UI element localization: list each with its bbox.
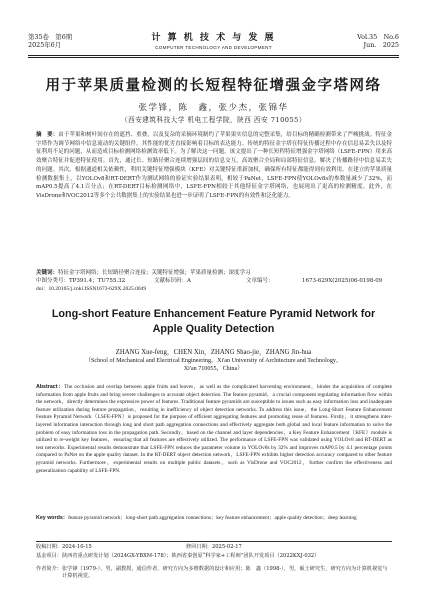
header-rule-thick	[28, 55, 399, 56]
doi: doi：10.20165/j.cnki.ISSN1673-629X.2025.0049	[36, 286, 147, 292]
issn-number: 1673-629X(2025)06-0198-09	[302, 278, 383, 284]
volume-en: Vol.35 No.6	[357, 33, 399, 41]
document-code: 文献标识码：A	[154, 278, 191, 284]
abstract-en-label: Abstract：	[36, 384, 65, 390]
volume-cn: 第35卷 第6期	[28, 33, 73, 41]
affiliation-en-line1: （School of Mechanical and Electrical Engineering，Xi'an University of Architecture and Technology，	[84, 358, 343, 364]
footnote-dates	[36, 544, 392, 551]
keywords-cn	[36, 270, 392, 278]
header-right	[357, 33, 399, 49]
date-cn: 2025年6月	[28, 41, 62, 49]
keywords-en-label: Key words：	[36, 515, 69, 521]
footnote-bio-continued: 计算机视觉。	[62, 573, 94, 580]
abstract-en-text: The occlusion and overlap between apple fruits and leaves，as well as the complicated harvesting environment，hinder the acquisition of complete information from apple fruits and bring severe challenges to accurate object detection. The feature pyramid，a crucial component regulating information flow within the network，directly determines the expressive power of features. Traditional feature pyramids are susceptible to issues such as easy information loss and inadequate feature utilization during feature propagation，resulting in inefficiency of object detection networks. To address this issue，the Long-Short Feature Enhancement Feature Pyramid Network（LSFE-FPN）is proposed for the purpose of efficient aggregating features and promoting reuse of features. Firstly，it strengthens inter-layered information interaction through long and short path aggregation connections and effectively aggregate both global and local feature information to solve the problem of easy information loss in the propagation path. Secondly，based on the channel and layer dependencies，a Key Feature Enhancement（KFE）module is utilized to re-weight key features，ensuring that all features are effectively utilized. The performance of LSFE-FPN was validated using YOLOv8 and RT-DERT as test networks. Experimental results demonstrate that LSFE-FPN reduces the parameter volume in YOLOv8s by 32% and improves mAP0.5 by 4.1 percentage points compared to PaNet on the apple quality dataset. In the RT-DERT object detection network，LSFE-FPN exhibits higher detection accuracy compared to other feature pyramid networks. Furthermore，experimental results on multiple public datasets，such as VisDrone and VOC2012，further confirm the effectiveness and generalization capability of LSFE-FPN.	[36, 384, 392, 474]
classification-line	[36, 278, 392, 286]
abstract-en	[36, 384, 392, 475]
keywords-en	[36, 515, 392, 523]
received-date: 收稿日期：2024-10-15	[36, 544, 92, 550]
paper-title-en-line2: Apple Quality Detection	[152, 323, 275, 335]
affiliation-en	[0, 357, 427, 374]
abstract-cn	[36, 131, 392, 201]
revised-date: 修回日期：2025-02-17	[186, 544, 242, 550]
clc-number: 中图分类号：TP391.4；TU755.32	[36, 278, 126, 284]
paper-title-en	[0, 307, 427, 337]
authors-cn: 张学锋，陈 鑫，张少杰，张锦华	[138, 103, 289, 113]
date-en: Jun. 2025	[363, 41, 399, 49]
footnote-rule	[36, 541, 392, 542]
footnote-fund: 基金项目：陕西省重点研发计划（2024GX-YBXM-178）；陕西省秦创原“科学家+工程师”团队开发项目（2022KXJ-032）	[36, 553, 320, 559]
paper-title-cn: 用于苹果质量检测的长短程特征增强金字塔网络	[45, 78, 382, 94]
article-number-label: 文章编号：	[246, 278, 274, 284]
journal-title-cn: 计 算 机 技 术 与 发 展	[151, 33, 276, 43]
footnote-bio	[36, 566, 392, 581]
keywords-en-text: feature pyramid network；long-short path aggregation connections；key feature enhancement；apple quality detection；deep learning	[68, 515, 357, 521]
journal-title-en: COMPUTER TECHNOLOGY AND DEVELOPMENT	[155, 45, 272, 50]
affiliation-en-line2: Xi'an 710055，China）	[183, 366, 244, 373]
keywords-cn-text: 特征金字塔网络；长短路径聚合连接；关键特征增强；苹果质量检测；深度学习	[58, 270, 251, 276]
authors-en: ZHANG Xue-feng，CHEN Xin，ZHANG Shao-jie，ZHANG Jin-hua	[115, 349, 312, 356]
abstract-cn-label: 摘 要：	[36, 132, 59, 138]
abstract-cn-text: 由于苹果和树叶间存在的遮挡、重叠，以及复杂的采摘环境制约了苹果果实信息的完整采集，给目标的精确检测带来了严峻挑战。特征金字塔作为调节网络中信息流动的关键组件，其性能的优劣直接影响着目标的表达能力。传统的特征金字塔在特征传播过程中存在信息易丢失以及特征利用不足的问题，从而造成目标检测网络检测效率低下。为了解决这一问题，该文提出了一种长短程特征增强金字塔网络（LSFE-FPN）用来高效聚合特征并促进特征使用。首先，通过长、短路径聚合连续增强层间的信息交互，高效聚合全局和局部特征信息，解决了传播路径中信息易丢失的问题。其次，根据通道相关依赖性，利用关键特征增强模块（KFE）对关键特征重新加权，确保所有特征都能得到有效利用。在建立的苹果质量检测数据集上，以YOLOv8和RT-DERT作为测试网络的验证实验结果表明，相较于PaNet，LSFE-FPN使YOLOv8s的参数量减少了32%，而mAP0.5提高了4.1百分点；在RT-DERT目标检测网络中，LSFE-FPN相较于其他特征金字塔网络，也展现出了更高的检测精度。此外，在VisDrone和VOC2012等多个公共数据集上的实验结果也进一步证明了LSFE-FPN的有效性和泛化能力。	[36, 132, 392, 199]
footnote-bio-text: 作者简介：张学锋（1979-），男，副教授，通信作者，研究方向为多维数据的设计和应用；陈 鑫（1998-），男，硕士研究生，研究方向为计算机视觉与	[36, 566, 388, 572]
keywords-cn-label: 关键词：	[36, 270, 59, 276]
affiliation-cn: （西安建筑科技大学 机电工程学院，陕西 西安 710055）	[121, 116, 306, 124]
paper-title-en-line1: Long-short Feature Enhancement Feature Pyramid Network for	[51, 308, 376, 320]
header-rule-thin	[28, 57, 399, 58]
